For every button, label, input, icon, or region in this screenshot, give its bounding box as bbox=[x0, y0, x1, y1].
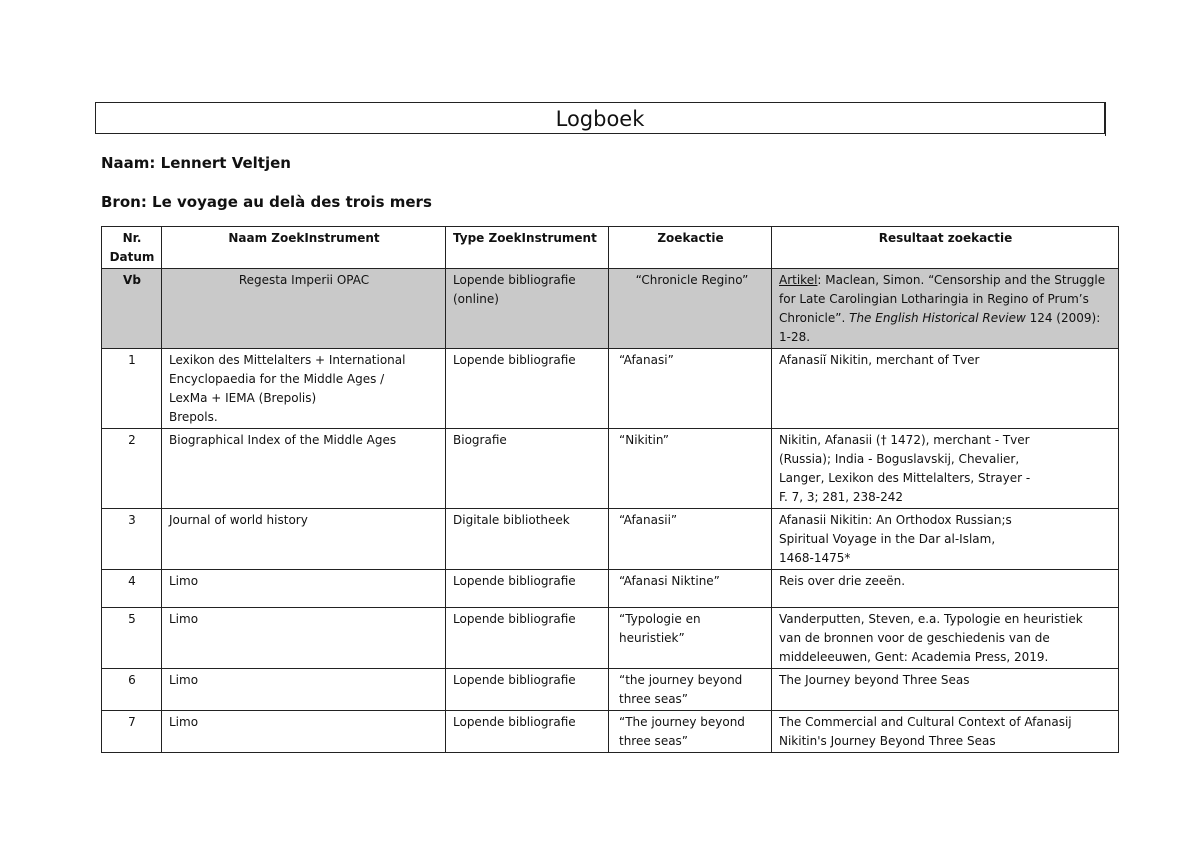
cell-result bbox=[772, 269, 1119, 349]
table-row bbox=[102, 509, 1119, 570]
cell-query: “Typologie en heuristiek” bbox=[609, 608, 772, 669]
result-journal: The English Historical Review bbox=[849, 311, 1026, 325]
author-name: Naam: Lennert Veltjen bbox=[101, 154, 291, 172]
cell-nr: 1 bbox=[102, 349, 162, 429]
table-row bbox=[102, 570, 1119, 608]
cell-type: Lopende bibliografie bbox=[446, 608, 609, 669]
cell-nr: 6 bbox=[102, 669, 162, 711]
cell-nr: 4 bbox=[102, 570, 162, 608]
cell-result: Reis over drie zeeën. bbox=[772, 570, 1119, 608]
cell-instrument: Limo bbox=[162, 711, 446, 753]
document-title: Logboek bbox=[555, 107, 645, 131]
source-title: Bron: Le voyage au delà des trois mers bbox=[101, 193, 432, 211]
cell-type: Lopende bibliografie (online) bbox=[446, 269, 609, 349]
cell-query: “the journey beyond three seas” bbox=[609, 669, 772, 711]
table-header-row bbox=[102, 227, 1119, 269]
cell-nr: Vb bbox=[102, 269, 162, 349]
cell-type: Lopende bibliografie bbox=[446, 349, 609, 429]
column-header-type: Type ZoekInstrument bbox=[446, 227, 609, 269]
cell-instrument: Limo bbox=[162, 570, 446, 608]
table-row bbox=[102, 608, 1119, 669]
cell-type: Lopende bibliografie bbox=[446, 570, 609, 608]
cell-result: Afanasiĭ Nikitin, merchant of Tver bbox=[772, 349, 1119, 429]
cell-query: “Afanasi” bbox=[609, 349, 772, 429]
logbook-table bbox=[101, 226, 1119, 753]
table-row bbox=[102, 429, 1119, 509]
cell-type: Digitale bibliotheek bbox=[446, 509, 609, 570]
cell-type: Lopende bibliografie bbox=[446, 711, 609, 753]
cell-instrument: Biographical Index of the Middle Ages bbox=[162, 429, 446, 509]
cell-result: Afanasii Nikitin: An Orthodox Russian;s Spiritual Voyage in the Dar al-Islam, 1468-1475* bbox=[772, 509, 1119, 570]
cell-instrument: Limo bbox=[162, 608, 446, 669]
cell-nr: 5 bbox=[102, 608, 162, 669]
cell-result: The Journey beyond Three Seas bbox=[772, 669, 1119, 711]
cell-instrument: Regesta Imperii OPAC bbox=[162, 269, 446, 349]
result-text: : Maclean, Simon. “Censorship and the Struggle for Late Carolingian Lotharingia in Regino of Prum’s Chronicle”. bbox=[779, 273, 1106, 325]
title-box bbox=[95, 102, 1105, 134]
cell-nr: 3 bbox=[102, 509, 162, 570]
column-header-instrument: Naam ZoekInstrument bbox=[162, 227, 446, 269]
example-row bbox=[102, 269, 1119, 349]
cell-result: Nikitin, Afanasii († 1472), merchant - Tver (Russia); India - Boguslavskij, Chevalier, Langer, Lexikon des Mittelalters, Strayer - F. 7, 3; 281, 238-242 bbox=[772, 429, 1119, 509]
cell-query: “Afanasi Niktine” bbox=[609, 570, 772, 608]
cell-result: Vanderputten, Steven, e.a. Typologie en heuristiek van de bronnen voor de geschiedenis van de middeleeuwen, Gent: Academia Press, 2019. bbox=[772, 608, 1119, 669]
cell-type: Lopende bibliografie bbox=[446, 669, 609, 711]
column-header-result: Resultaat zoekactie bbox=[772, 227, 1119, 269]
cell-query: “The journey beyond three seas” bbox=[609, 711, 772, 753]
cell-instrument: Journal of world history bbox=[162, 509, 446, 570]
cell-instrument: Lexikon des Mittelalters + International Encyclopaedia for the Middle Ages / LexMa + IEMA (Brepolis) Brepols. bbox=[162, 349, 446, 429]
cell-query: “Nikitin” bbox=[609, 429, 772, 509]
result-label: Artikel bbox=[779, 273, 818, 287]
cell-query: “Afanasii” bbox=[609, 509, 772, 570]
table-row bbox=[102, 711, 1119, 753]
cell-type: Biografie bbox=[446, 429, 609, 509]
table-row bbox=[102, 669, 1119, 711]
result-tail: 124 (2009): 1-28. bbox=[779, 311, 1101, 344]
cell-nr: 7 bbox=[102, 711, 162, 753]
cell-instrument: Limo bbox=[162, 669, 446, 711]
cell-result: The Commercial and Cultural Context of Afanasij Nikitin's Journey Beyond Three Seas bbox=[772, 711, 1119, 753]
cell-nr: 2 bbox=[102, 429, 162, 509]
column-header-nr: Nr. Datum bbox=[102, 227, 162, 269]
title-box-edge bbox=[1105, 102, 1106, 136]
column-header-query: Zoekactie bbox=[609, 227, 772, 269]
cell-query: “Chronicle Regino” bbox=[609, 269, 772, 349]
table-row bbox=[102, 349, 1119, 429]
